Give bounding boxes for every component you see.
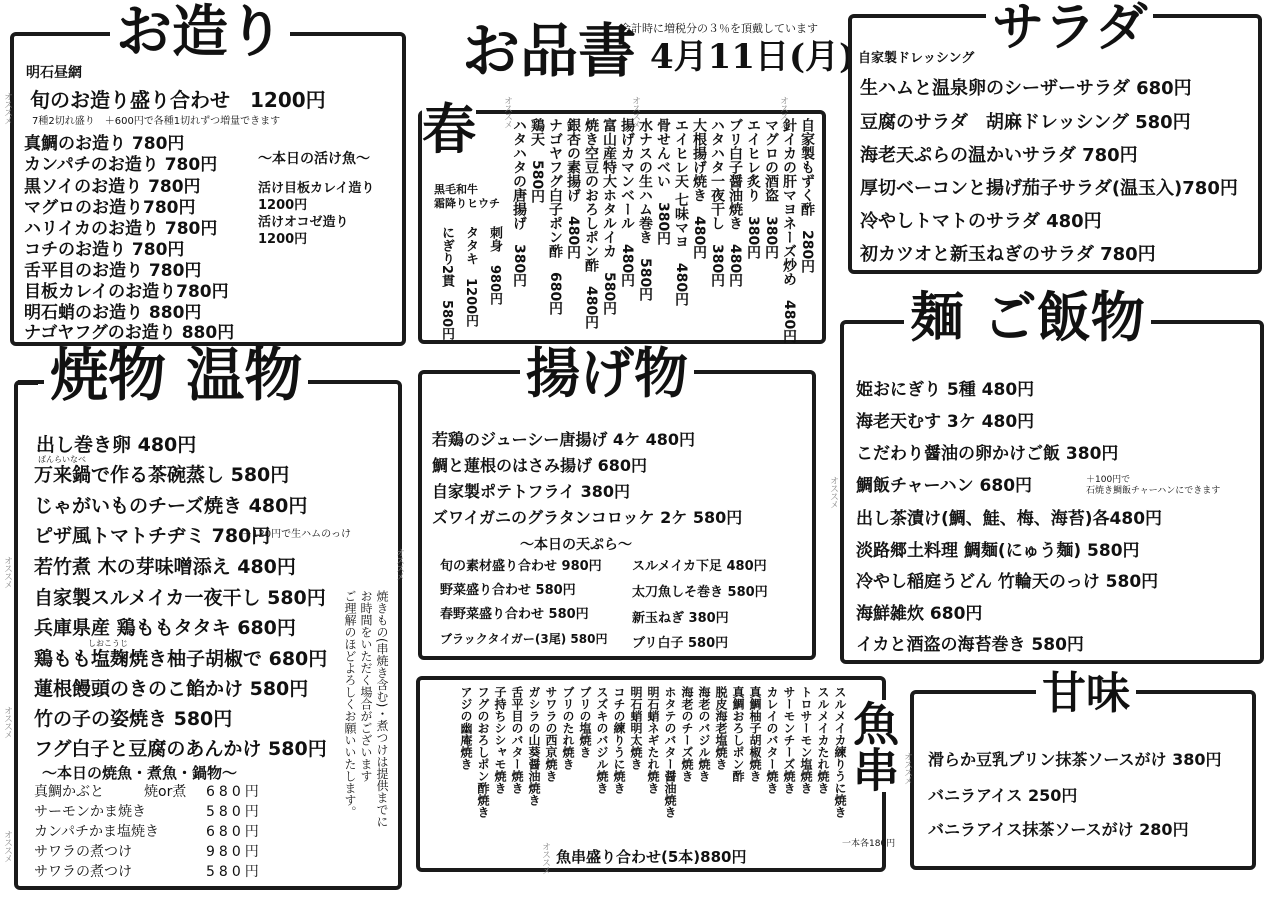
otsukuri-item: コチのお造り 780円: [24, 240, 185, 260]
kushi-item: カレイのバター焼き: [765, 686, 779, 794]
osusume-mark: オススメ: [2, 92, 12, 124]
tempura-item: 新玉ねぎ 380円: [632, 611, 729, 626]
tempura-item: 旬の素材盛り合わせ 980円: [440, 559, 602, 574]
yakimono-title: 焼物 温物: [44, 346, 308, 404]
osusume-mark: オススメ: [828, 476, 838, 508]
otsukuri-live-price: 1200円: [258, 232, 308, 247]
notice-line: ご理解のほどよろしくお願いいたします。: [343, 590, 357, 818]
daily-name: 真鯛かぶと: [34, 784, 104, 800]
haru-item: ブリ白子醤油焼き 480円: [727, 118, 743, 288]
haru-item: 自家製もずく酢 280円: [799, 118, 815, 274]
kushi-item: フグのおろしポン酢焼き: [476, 686, 490, 818]
daily-price: 680円: [206, 824, 263, 840]
kushi-item: 明石蛸明太焼き: [629, 686, 643, 770]
kushi-item: スズキのバジル焼き: [595, 686, 609, 794]
yakimono-item: ピザ風トマトチヂミ 780円: [34, 525, 271, 547]
osusume-mark: オススメ: [2, 830, 12, 862]
agemono-item: 鯛と蓮根のはさみ揚げ 680円: [432, 456, 647, 475]
kushi-item: 舌平目のバター焼き: [510, 686, 524, 794]
wagyu-item: にぎり2貫 580円: [439, 226, 454, 341]
salad-item: 初カツオと新玉ねぎのサラダ 780円: [860, 244, 1156, 265]
salad-item: 冷やしトマトのサラダ 480円: [860, 211, 1102, 232]
daily-price: 580円: [206, 864, 263, 880]
kanmi-item: バニラアイス抹茶ソースがけ 280円: [928, 820, 1189, 839]
haru-item: 鶏天 580円: [529, 118, 545, 204]
osusume-mark: オススメ: [778, 96, 788, 128]
salad-item: 豆腐のサラダ 胡麻ドレッシング 580円: [860, 112, 1191, 133]
yakimono-item: 若竹煮 木の芽味噌添え 480円: [34, 556, 296, 578]
tempura-item: 野菜盛り合わせ 580円: [440, 583, 576, 598]
tempura-item: 春野菜盛り合わせ 580円: [440, 607, 589, 622]
yakimono-item: 出し巻き卵 480円: [36, 434, 197, 456]
otsukuri-item: 舌平目のお造り 780円: [24, 261, 202, 281]
pizza-note: ＋120円で生ハムのっけ: [242, 529, 351, 540]
kushi-item: 脱皮海老塩焼き: [714, 686, 728, 770]
menu-date: 4月11日(月): [650, 37, 856, 77]
kushi-item: 子持ちシシャモ焼き: [493, 686, 507, 794]
osusume-mark: オススメ: [502, 96, 512, 128]
otsukuri-live-header: 〜本日の活け魚〜: [258, 151, 370, 167]
daily-price: 680円: [206, 784, 263, 800]
tempura-item: 太刀魚しそ巻き 580円: [632, 585, 768, 600]
haru-title: 春: [422, 97, 476, 161]
men-item: 海鮮雑炊 680円: [856, 604, 983, 624]
otsukuri-special-sub: 明石昼網: [26, 65, 82, 81]
kushi-item: サワラの西京焼き: [544, 686, 558, 782]
salad-item: 生ハムと温泉卵のシーザーサラダ 680円: [860, 78, 1192, 99]
men-item: こだわり醤油の卵かけご飯 380円: [856, 444, 1119, 464]
daily-header: 〜本日の焼魚・煮魚・鍋物〜: [42, 764, 238, 782]
osusume-mark: オススメ: [630, 96, 640, 128]
haru-item: 焼き空豆のおろしポン酢 480円: [583, 118, 599, 330]
otsukuri-live-item: 活けオコゼ造り: [258, 215, 349, 230]
men-item: 鯛飯チャーハン 680円: [856, 476, 1033, 496]
haru-item: 水ナスの生ハム巻き 580円: [637, 118, 653, 302]
chahan-note: ＋100円で: [1086, 475, 1131, 485]
tempura-item: ブリ白子 580円: [632, 636, 729, 651]
kushi-item: 真鯛おろしポン酢: [731, 686, 745, 782]
yakimono-item: 自家製スルメイカ一夜干し 580円: [34, 587, 326, 609]
haru-item: エイヒレ炙り 380円: [745, 118, 761, 260]
agemono-title: 揚げ物: [520, 346, 694, 400]
yakimono-item: じゃがいものチーズ焼き 480円: [34, 495, 308, 517]
osusume-mark: オススメ: [2, 706, 12, 738]
wagyu-item: 刺身 980円: [487, 226, 502, 306]
wagyu-label: 霜降りヒウチ: [434, 197, 500, 210]
yakimono-item: フグ白子と豆腐のあんかけ 580円: [34, 738, 327, 760]
osusume-mark: オススメ: [2, 556, 12, 588]
yakimono-item: 兵庫県産 鶏ももタタキ 680円: [34, 617, 296, 639]
men-item: 淡路郷土料理 鯛麺(にゅう麺) 580円: [856, 541, 1140, 561]
otsukuri-live-item: 活け目板カレイ造り: [258, 181, 375, 196]
otsukuri-item: ナゴヤフグのお造り 880円: [24, 323, 235, 343]
agemono-item: 若鶏のジューシー唐揚げ 4ケ 480円: [432, 430, 696, 449]
otsukuri-item: カンパチのお造り 780円: [24, 155, 218, 175]
otsukuri-item: 明石蛸のお造り 880円: [24, 303, 202, 323]
daily-method: 焼or煮: [144, 784, 187, 800]
otsukuri-special-note: 7種2切れ盛り ＋600円で各種1切れずつ増量できます: [32, 116, 281, 127]
kushi-item: 海老のバジル焼き: [697, 686, 711, 782]
haru-item: 富山産特大ホタルイカ 580円: [601, 118, 617, 316]
men-item: 出し茶漬け(鯛、鮭、梅、海苔)各480円: [856, 509, 1163, 529]
otsukuri-live-price: 1200円: [258, 198, 308, 213]
furigana: しおこうじ: [88, 639, 128, 648]
kushi-item: 海老のチーズ焼き: [680, 686, 694, 782]
men-item: 冷やし稲庭うどん 竹輪天のっけ 580円: [856, 572, 1159, 592]
salad-dressing: 自家製ドレッシング: [858, 51, 975, 66]
osusume-mark: オススメ: [394, 548, 404, 580]
yakimono-title-rule: [18, 380, 38, 385]
otsukuri-title: お造り: [110, 4, 290, 60]
osusume-mark: オススメ: [540, 842, 550, 874]
daily-name: カンパチかま塩焼き: [34, 824, 160, 840]
otsukuri-item: 目板カレイのお造り780円: [24, 282, 229, 302]
daily-name: サワラの煮つけ: [34, 864, 132, 880]
daily-name: サーモンかま焼き: [34, 804, 146, 820]
men-item: 海老天むす 3ケ 480円: [856, 412, 1035, 432]
notice-line: 焼きもの(串焼き含む)・煮つけは提供までに: [375, 590, 389, 828]
yakimono-item: 鶏もも塩麹焼き柚子胡椒で 680円: [34, 648, 328, 670]
kushi-item: スルメイカ練りうに焼き: [833, 686, 847, 818]
osusume-mark: オススメ: [902, 752, 912, 784]
yakimono-item: 竹の子の姿焼き 580円: [34, 708, 233, 730]
yakimono-item: 万来鍋で作る茶碗蒸し 580円: [34, 464, 290, 486]
kanmi-title: 甘味: [1036, 672, 1136, 716]
haru-item: ナゴヤフグ白子ポン酢 680円: [547, 118, 563, 316]
wagyu-label: 黒毛和牛: [434, 183, 478, 196]
haru-item: 揚げカマンベール 480円: [619, 118, 635, 288]
haru-item: 骨せんべい 380円: [655, 118, 671, 246]
kanmi-item: 滑らか豆乳プリン抹茶ソースがけ 380円: [928, 750, 1222, 769]
kushi-price-note: 一本各180円: [842, 839, 896, 849]
furigana: ばんらいなべ: [38, 455, 86, 464]
haru-item: 銀杏の素揚げ 480円: [565, 118, 581, 260]
agemono-item: 自家製ポテトフライ 380円: [432, 482, 631, 501]
kanmi-item: バニラアイス 250円: [928, 786, 1078, 805]
haru-item: 針イカの肝マヨネーズ炒め 480円: [781, 118, 797, 344]
otsukuri-item: 真鯛のお造り 780円: [24, 134, 185, 154]
kushi-item: コチの練りうに焼き: [612, 686, 626, 794]
kushi-title: 魚串: [846, 700, 900, 792]
men-title: 麺 ご飯物: [904, 290, 1151, 344]
otsukuri-special: 旬のお造り盛り合わせ 1200円: [30, 88, 326, 112]
tempura-item: スルメイカ下足 480円: [632, 559, 767, 574]
haru-item: ハタハタの唐揚げ 380円: [511, 118, 527, 288]
kushi-item: ガシラの山葵醤油焼き: [527, 686, 541, 806]
kushi-item: トロサーモン塩焼き: [799, 686, 813, 794]
kushi-item: ブリの塩焼き: [578, 686, 592, 758]
daily-price: 980円: [206, 844, 263, 860]
otsukuri-item: マグロのお造り780円: [24, 198, 196, 218]
kushi-item: 明石蛸ネギたれ焼き: [646, 686, 660, 794]
tax-note: 会計時に増税分の３％を頂戴しています: [620, 22, 818, 35]
yakimono-item: 蓮根饅頭のきのこ餡かけ 580円: [34, 678, 309, 700]
salad-title: サラダ: [986, 2, 1153, 54]
kushi-item: 真鯛柚子胡椒焼き: [748, 686, 762, 782]
chahan-note: 石焼き鯛飯チャーハンにできます: [1086, 486, 1221, 496]
kushi-item: アジの幽庵焼き: [459, 686, 473, 770]
salad-item: 海老天ぷらの温かいサラダ 780円: [860, 145, 1138, 166]
kushi-item: ブリのたれ焼き: [561, 686, 575, 770]
kushi-platter: 魚串盛り合わせ(5本)880円: [556, 848, 747, 866]
tempura-header: 〜本日の天ぷら〜: [520, 537, 632, 553]
otsukuri-item: 黒ソイのお造り 780円: [24, 177, 201, 197]
men-item: イカと酒盗の海苔巻き 580円: [856, 635, 1084, 655]
wagyu-item: タタキ 1200円: [463, 226, 478, 328]
tempura-item: ブラックタイガー(3尾) 580円: [440, 632, 608, 646]
daily-name: サワラの煮つけ: [34, 844, 132, 860]
haru-item: ハタハタ一夜干し 380円: [709, 118, 725, 288]
men-item: 姫おにぎり 5種 480円: [856, 380, 1035, 400]
salad-item: 厚切ベーコンと揚げ茄子サラダ(温玉入)780円: [860, 178, 1238, 199]
page-title: お品書: [462, 17, 637, 85]
notice-line: お時間をいただく場合がございます: [359, 590, 373, 782]
kushi-item: ホタテのバター醤油焼き: [663, 686, 677, 818]
kushi-item: サーモンチーズ焼き: [782, 686, 796, 794]
haru-item: マグロの酒盗 380円: [763, 118, 779, 260]
daily-price: 580円: [206, 804, 263, 820]
kushi-item: スルメイカたれ焼き: [816, 686, 830, 794]
haru-item: 大根揚げ焼き 480円: [691, 118, 707, 260]
agemono-item: ズワイガニのグラタンコロッケ 2ケ 580円: [432, 508, 743, 527]
haru-item: エイヒレ天 七味マヨ 480円: [673, 118, 689, 307]
otsukuri-item: ハリイカのお造り 780円: [24, 219, 218, 239]
